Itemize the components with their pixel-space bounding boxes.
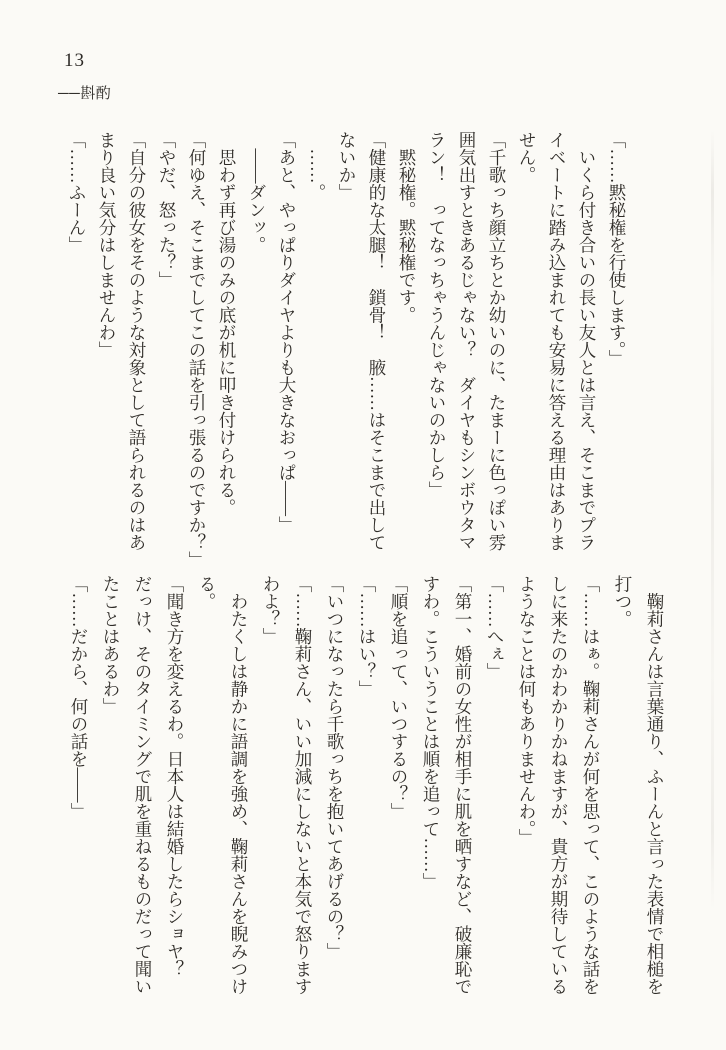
text-line: 囲気出すときあるじゃない？ ダイヤもシンボウタマ: [457, 131, 477, 551]
text-line: る。: [197, 575, 217, 610]
text-line: わたくしは静かに語調を強め、鞠莉さんを睨みつけ: [229, 575, 249, 995]
text-line: 鞠莉さんは言葉通り、ふーんと言った表情で相槌を: [645, 575, 665, 995]
text-line: しに来たのかわかりかねますが、貴方が期待している: [549, 575, 569, 995]
text-line: だっけ、そのタイミングで肌を重ねるものだって聞い: [133, 575, 153, 995]
text-line: ——ダンッ。: [247, 131, 267, 254]
text-line: ようなことは何もありませんわ。」: [517, 575, 537, 847]
text-line: 「……だから、何の話を——」: [69, 575, 89, 820]
text-line: ……。: [307, 131, 327, 201]
text-line: 「……はぁ。鞠莉さんが何を思って、このような話を: [581, 575, 601, 995]
text-line: 「……黙秘権を行使します。」: [607, 131, 627, 368]
text-line: 「……はい？」: [357, 575, 377, 698]
text-line: 「……へぇ」: [485, 575, 505, 680]
running-header-title: ──斟酌: [58, 86, 112, 102]
text-line: 「やだ、怒った？」: [157, 131, 177, 289]
text-line: いくら付き合いの長い友人とは言え、そこまでプラ: [577, 131, 597, 551]
text-line: たことはあるわ」: [101, 575, 121, 715]
text-line: 「何ゆえ、そこまでしてこの話を引っ張るのですか？」: [187, 131, 207, 569]
text-line: ないか」: [337, 131, 357, 201]
text-line: 「第一、婚前の女性が相手に肌を晒すなど、破廉恥で: [453, 575, 473, 995]
text-line: 「……ふーん」: [67, 131, 87, 254]
text-line: 「聞き方を変えるわ。日本人は結婚したらショヤ？: [165, 575, 185, 978]
text-line: 黙秘権。黙秘権です。: [397, 131, 417, 324]
text-line: 「健康的な太腿！ 鎖骨！ 腋……はそこまで出して: [367, 131, 387, 551]
text-line: 思わず再び湯のみの底が机に叩き付けられる。: [217, 131, 237, 516]
text-line: 「……鞠莉さん、いい加減にしないと本気で怒ります: [293, 575, 313, 995]
text-line: 「千歌っち顔立ちとか幼いのに、たまーに色っぽい雰: [487, 131, 507, 551]
text-line: 打つ。: [613, 575, 633, 628]
text-line: 「あと、やっぱりダイヤよりも大きなおっぱ——」: [277, 131, 297, 534]
scan-edge-artifact: [711, 130, 714, 910]
text-line: わよ？」: [261, 575, 281, 645]
text-line: ラン！ ってなっちゃうんじゃないのかしら」: [427, 131, 447, 499]
text-line: せん。: [517, 131, 537, 184]
text-band-bottom: [63, 575, 671, 1021]
text-line: 「順を追って、いつするの？」: [389, 575, 409, 820]
text-line: すわ。こういうことは順を追って……」: [421, 575, 441, 890]
text-line: 「いつになったら千歌っちを抱いてあげるの？」: [325, 575, 345, 960]
text-line: イベートに踏み込まれても安易に答える理由はありま: [547, 131, 567, 551]
text-band-top: [62, 131, 632, 569]
text-line: 「自分の彼女をそのような対象として語られるのはあ: [127, 131, 147, 551]
text-line: まり良い気分はしませんわ」: [97, 131, 117, 359]
page-number: 13: [64, 50, 85, 71]
